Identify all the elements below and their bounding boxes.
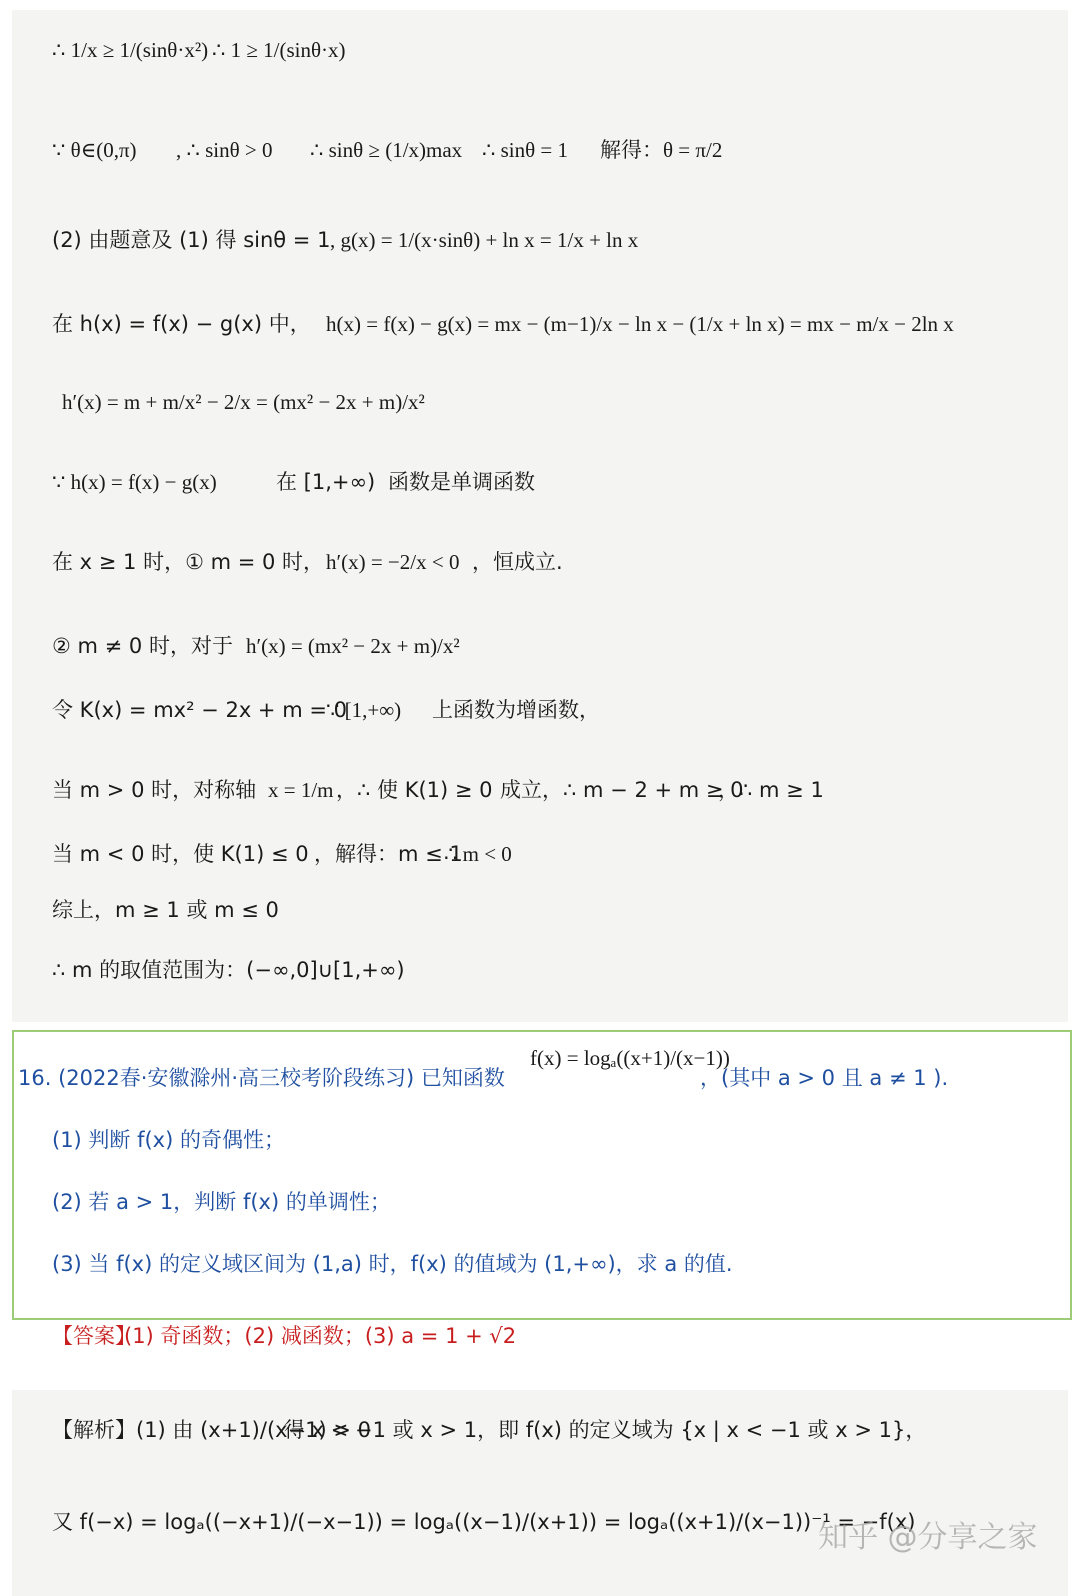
analysis-line-1 [0,1420,1080,1480]
solution-line-10 [0,780,1080,840]
problem-condition: ，(其中 a > 0 且 a ≠ 1 ). [700,1066,949,1090]
g-definition: , g(x) = 1/(x·sinθ) + ln x = 1/x + ln x [330,228,639,252]
increasing-text: 上函数为增函数， [432,698,600,722]
analysis-intro: 【解析】(1) 由 (x+1)/(x−1) > 0 [52,1418,372,1442]
k-interval: ∵ [1,+∞) [326,698,402,722]
sin-max: ∴ sinθ ≥ (1/x)max [310,138,463,162]
inequality-1: ∴ 1/x ≥ 1/(sinθ·x²) [52,38,209,62]
solution-line-2 [0,140,1080,200]
solution-line-1 [0,40,1080,100]
summary: 综上，m ≥ 1 或 m ≤ 0 [52,898,279,922]
solution-line-4 [0,314,1080,374]
k1-nonneg: ，∴ 使 K(1) ≥ 0 [336,778,493,802]
problem-formula: f(x) = logₐ((x+1)/(x−1)) [530,1046,730,1070]
solution-line-11 [0,844,1080,904]
case-m-negative: 当 m < 0 时，使 K(1) ≤ 0 [52,842,309,866]
problem-q3 [0,1254,1080,1314]
monotone-text: 函数是单调函数 [388,470,535,494]
problem-line-1 [0,1046,1080,1128]
zhihu-watermark: 知乎 @分享之家 [818,1520,1038,1555]
question-1: (1) 判断 f(x) 的奇偶性； [52,1128,285,1152]
case-m-nonzero: ② m ≠ 0 时，对于 [52,634,233,658]
answer-label: 【答案】 [52,1324,136,1348]
solution-line-12 [0,900,1080,960]
problem-q2 [0,1192,1080,1252]
inequality-m: 成立，∴ m − 2 + m ≥ 0 [500,778,744,802]
sin-positive: , ∴ sinθ > 0 [176,138,273,162]
m-negative-result: ∴ m < 0 [444,842,512,866]
h-definition: 在 h(x) = f(x) − g(x) 中， [52,312,311,336]
h-monotone-statement: ∵ h(x) = f(x) − g(x) [52,470,217,494]
solution-line-8 [0,636,1080,696]
inequality-2: ∴ 1 ≥ 1/(sinθ·x) [212,38,346,62]
h-derivative: h′(x) = m + m/x² − 2/x = (mx² − 2x + m)/x² [62,390,425,414]
solution-line-7 [0,552,1080,612]
solution-line-6 [0,472,1080,532]
problem-q1 [0,1130,1080,1190]
always-holds: ，恒成立. [472,550,563,574]
k-definition: 令 K(x) = mx² − 2x + m = 0 [52,698,347,722]
solution-line-13 [0,960,1080,1020]
solution-line-5 [0,392,1080,452]
sin-equals-one: ∴ sinθ = 1 [482,138,569,162]
part2-intro: (2) 由题意及 (1) 得 sinθ = 1 [52,228,331,252]
analysis-domain: 得 x < −1 或 x > 1，即 f(x) 的定义域为 {x | x < −1 或 x > 1}， [284,1418,927,1442]
question-2: (2) 若 a > 1，判断 f(x) 的单调性； [52,1190,391,1214]
answer-line [0,1326,1080,1386]
analysis-odd-proof: 又 f(−x) = logₐ((−x+1)/(−x−1)) = logₐ((x−1)/(x+1)) = logₐ((x+1)/(x−1))⁻¹ = −f(x) [52,1510,916,1534]
m-ge-one: ，∴ m ≥ 1 [718,778,824,802]
range-conclusion: ∴ m 的取值范围为：(−∞,0]∪[1,+∞) [52,958,405,982]
solution-line-3 [0,230,1080,290]
answer-text: (1) 奇函数；(2) 减函数；(3) a = 1 + √2 [124,1324,517,1348]
case-m-positive: 当 m > 0 时，对称轴 [52,778,257,802]
h-derivative-general: h′(x) = (mx² − 2x + m)/x² [246,634,460,658]
solve-result: ，解得：m ≤ 1 [314,842,463,866]
interval: 在 [1,+∞) [276,470,376,494]
case-m-zero: 在 x ≥ 1 时，① m = 0 时， [52,550,325,574]
symmetry-axis: x = 1/m [268,778,334,802]
problem-intro: 16. (2022春·安徽滁州·高三校考阶段练习) 已知函数 [18,1066,505,1090]
h-derivative-m-zero: h′(x) = −2/x < 0 [326,550,460,574]
theta-solution: 解得：θ = π/2 [600,138,723,162]
theta-range: ∵ θ∈(0,π) [52,138,137,162]
solution-line-9 [0,700,1080,760]
question-3: (3) 当 f(x) 的定义域区间为 (1,a) 时，f(x) 的值域为 (1,+∞)，求 a 的值. [52,1252,733,1276]
h-expansion: h(x) = f(x) − g(x) = mx − (m−1)/x − ln x − (1/x + ln x) = mx − m/x − 2ln x [326,312,954,336]
